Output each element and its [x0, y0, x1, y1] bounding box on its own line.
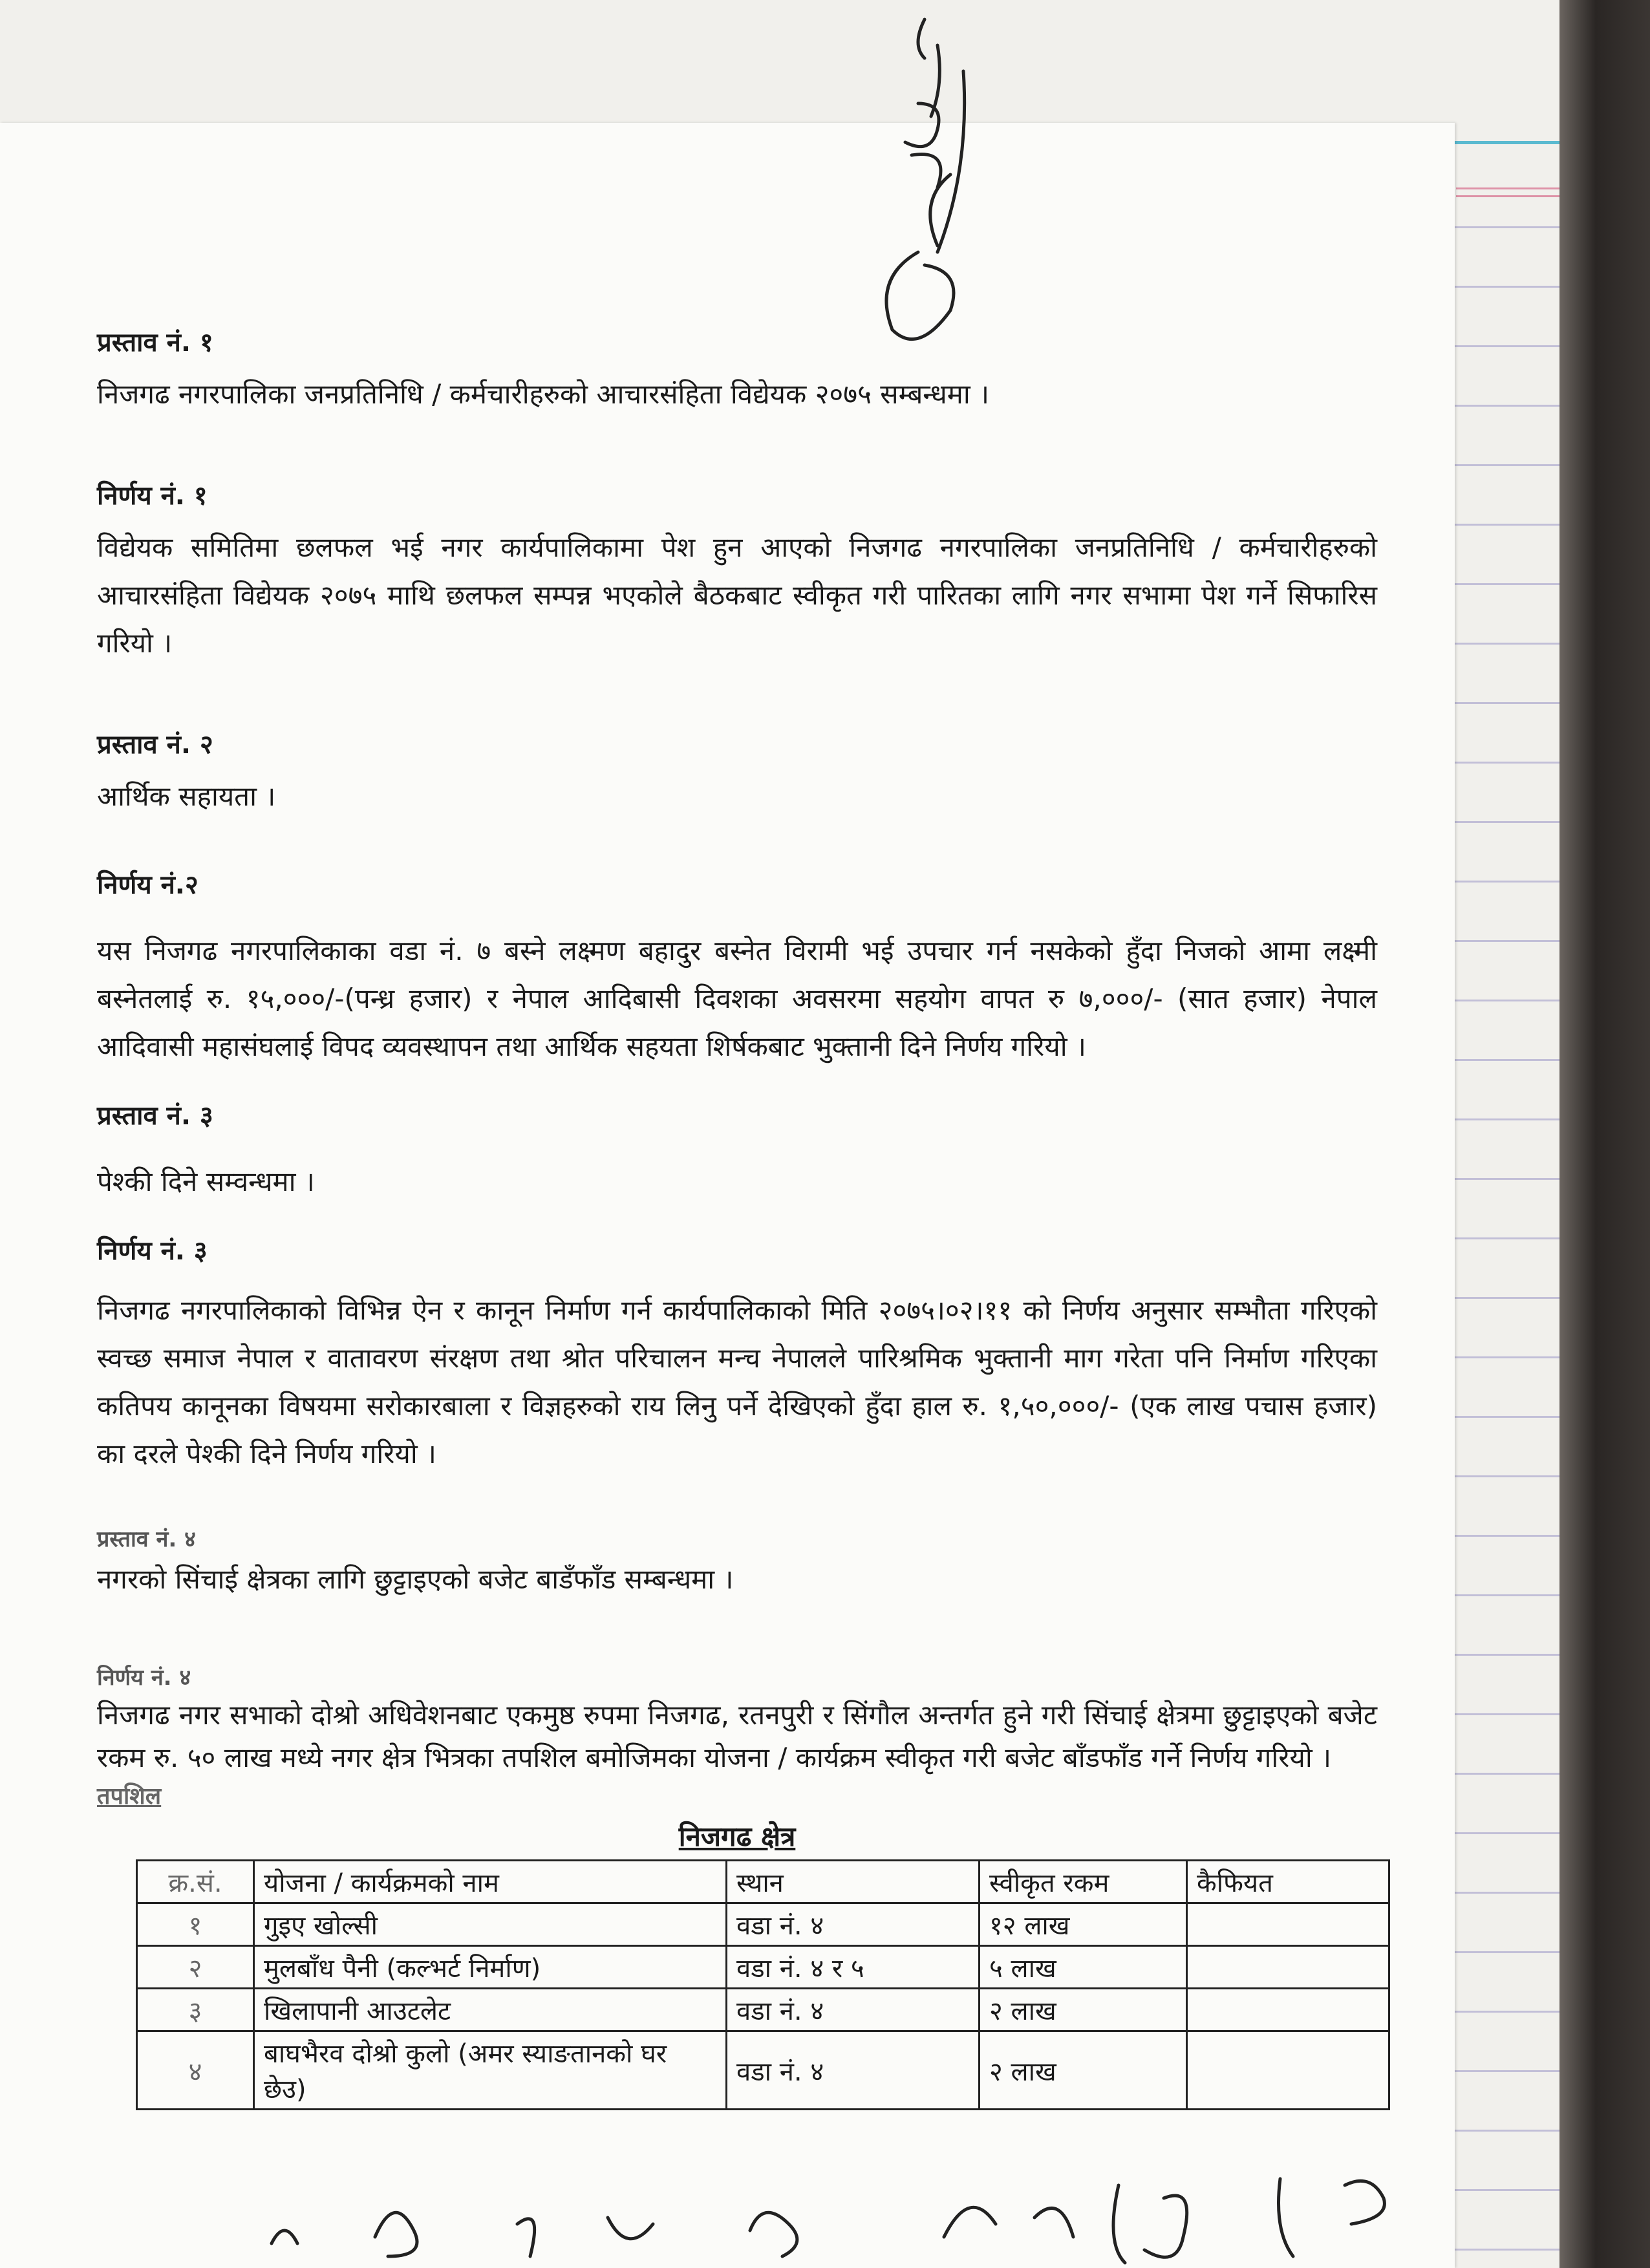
- ledger-rule-right: [1450, 1475, 1559, 1477]
- ledger-rule-right: [1450, 1594, 1559, 1596]
- cell-project-name: खिलापानी आउटलेट: [254, 1989, 727, 2031]
- ledger-rule-right: [1450, 1951, 1559, 1953]
- proposal-3-label: प्रस्ताव नं. ३: [97, 1101, 213, 1131]
- decision-1-text: विद्येयक समितिमा छलफल भई नगर कार्यपालिकामा पेश हुन आएको निजगढ नगरपालिका जनप्रतिनिधि / कर्मचारीहरुको आचारसंहिता विद्येयक २०७५ माथि छलफल सम्पन्न भएकोले बैठकबाट स्वीकृत गरी पारितका लागि नगर सभामा पेश गर्ने सिफारिस गरियो ।: [97, 531, 1377, 659]
- proposal-3-text: पेश्की दिने सम्वन्धमा ।: [97, 1166, 315, 1197]
- header-approved-amount: स्वीकृत रकम: [980, 1861, 1187, 1903]
- ledger-rule-right: [1450, 524, 1559, 526]
- cell-location: वडा नं. ४: [727, 2031, 980, 2110]
- proposal-4: [97, 1523, 1377, 1603]
- cell-project-name: गुइए खोल्सी: [254, 1903, 727, 1946]
- cell-remarks: [1187, 1989, 1389, 2031]
- header-remarks: कैफियत: [1187, 1861, 1389, 1903]
- cell-location: वडा नं. ४: [727, 1903, 980, 1946]
- handwritten-signature-mark: [841, 6, 1022, 343]
- decision-2: [97, 866, 1377, 1071]
- tapsil-label: तपशिल: [97, 1783, 162, 1810]
- cell-location: वडा नं. ४ र ५: [727, 1946, 980, 1989]
- header-location: स्थान: [727, 1861, 980, 1903]
- ledger-rule-right: [1450, 1178, 1559, 1180]
- proposal-1-text: निजगढ नगरपालिका जनप्रतिनिधि / कर्मचारीहरुको आचारसंहिता विद्येयक २०७५ सम्बन्धमा ।: [97, 378, 990, 410]
- header-serial: क्र.सं.: [137, 1861, 254, 1903]
- proposal-1-label: प्रस्ताव नं. १: [97, 328, 213, 358]
- decision-3-label: निर्णय नं. ३: [97, 1236, 208, 1266]
- ledger-rule-right: [1450, 1297, 1559, 1299]
- proposal-4-text: नगरको सिंचाई क्षेत्रका लागि छुट्टाइएको बजेट बाडँफाँड सम्बन्धमा ।: [97, 1563, 734, 1595]
- ledger-rule-right: [1450, 2011, 1559, 2013]
- cell-amount: २ लाख: [980, 2031, 1187, 2110]
- cell-remarks: [1187, 1946, 1389, 1989]
- ledger-rule-right: [1450, 464, 1559, 466]
- cell-serial: ३: [137, 1989, 254, 2031]
- ledger-rule-right: [1450, 1892, 1559, 1894]
- binding-spine: [1559, 0, 1650, 2268]
- ledger-rule-right: [1450, 345, 1559, 347]
- header-project-name: योजना / कार्यक्रमको नाम: [254, 1861, 727, 1903]
- cell-serial: १: [137, 1903, 254, 1946]
- proposal-2-label: प्रस्ताव नं. २: [97, 730, 213, 760]
- decision-2-label: निर्णय नं.२: [97, 870, 198, 900]
- proposal-2: [97, 725, 1377, 820]
- cell-amount: १२ लाख: [980, 1903, 1187, 1946]
- cell-location: वडा नं. ४: [727, 1989, 980, 2031]
- table-row: [137, 1946, 1389, 1989]
- ledger-rule-right: [1450, 2070, 1559, 2072]
- cell-serial: २: [137, 1946, 254, 1989]
- cell-amount: ५ लाख: [980, 1946, 1187, 1989]
- ledger-rule-right: [1450, 821, 1559, 823]
- budget-allocation-table: [136, 1859, 1390, 2110]
- decision-1-label: निर्णय नं. १: [97, 481, 208, 511]
- table-row: [137, 1989, 1389, 2031]
- table-row: [137, 2031, 1389, 2110]
- decision-4-label: निर्णय नं. ४: [97, 1665, 191, 1691]
- decision-2-text: यस निजगढ नगरपालिकाका वडा नं. ७ बस्ने लक्ष्मण बहादुर बस्नेत विरामी भई उपचार गर्न नसकेको हुँदा निजको आमा लक्ष्मी बस्नेतलाई रु. १५,०००/-(पन्ध्र हजार) र नेपाल आदिबासी दिवशका अवसरमा सहयोग वापत रु ७,०००/- (सात हजार) नेपाल आदिवासी महासंघलाई विपद व्यवस्थापन तथा आर्थिक सहयता शिर्षकबाट भुक्तानी दिने निर्णय गरियो ।: [97, 935, 1377, 1062]
- ledger-rule-right: [1450, 1416, 1559, 1418]
- ledger-rule-right: [1450, 940, 1559, 942]
- document-sheet: [0, 123, 1455, 2268]
- ledger-rule-right: [1450, 1237, 1559, 1239]
- cell-amount: २ लाख: [980, 1989, 1187, 2031]
- ledger-rule-right: [1450, 583, 1559, 585]
- cell-project-name: बाघभैरव दोश्रो कुलो (अमर स्याङतानको घर छेउ): [254, 2031, 727, 2110]
- ledger-rule-right: [1450, 405, 1559, 407]
- ledger-rule-right: [1450, 2189, 1559, 2191]
- proposal-4-label: प्रस्ताव नं. ४: [97, 1526, 196, 1552]
- ledger-rule-right: [1450, 1118, 1559, 1120]
- ledger-rule-right: [1450, 881, 1559, 883]
- cell-project-name: मुलबाँध पैनी (कल्भर्ट निर्माण): [254, 1946, 727, 1989]
- ledger-rule-right: [1450, 1832, 1559, 1834]
- decision-4-text: निजगढ नगर सभाको दोश्रो अधिवेशनबाट एकमुष्ठ रुपमा निजगढ, रतनपुरी र सिंगौल अन्तर्गत हुने गरी सिंचाई क्षेत्रमा छुट्टाइएको बजेट रकम रु. ५० लाख मध्ये नगर क्षेत्र भित्रका तपशिल बमोजिमका योजना / कार्यक्रम स्वीकृत गरी बजेट बाँडफाँड गर्ने निर्णय गरियो ।: [97, 1699, 1377, 1773]
- ledger-rule-right: [1450, 1773, 1559, 1775]
- ledger-rule-right: [1450, 1356, 1559, 1358]
- ledger-rule-right: [1450, 1059, 1559, 1061]
- proposal-3: [97, 1097, 1377, 1206]
- decision-1: [97, 476, 1377, 667]
- ledger-rule-right: [1450, 1000, 1559, 1001]
- ledger-rule-right: [1450, 286, 1559, 288]
- ledger-rule-right: [1450, 762, 1559, 764]
- ledger-rule-right: [1450, 702, 1559, 704]
- ledger-rule-right: [1450, 1535, 1559, 1537]
- ledger-rule-right: [1450, 1654, 1559, 1656]
- bottom-signatures: [246, 2159, 1442, 2268]
- table-row: [137, 1903, 1389, 1946]
- ledger-rule-right: [1450, 226, 1559, 228]
- decision-3: [97, 1232, 1377, 1478]
- cell-remarks: [1187, 2031, 1389, 2110]
- decision-4: [97, 1662, 1377, 1779]
- proposal-1: [97, 323, 1377, 418]
- table-header-row: [137, 1861, 1389, 1903]
- ledger-rule-right: [1450, 2249, 1559, 2251]
- ledger-rule-right: [1450, 643, 1559, 645]
- table-title: निजगढ क्षेत्र: [678, 1821, 796, 1852]
- decision-3-text: निजगढ नगरपालिकाको विभिन्न ऐन र कानून निर्माण गर्न कार्यपालिकाको मिति २०७५।०२।११ को निर्णय अनुसार सम्भौता गरिएको स्वच्छ समाज नेपाल र वातावरण संरक्षण तथा श्रोत परिचालन मन्च नेपालले पारिश्रमिक भुक्तानी माग गरेता पनि निर्माण गरिएका कतिपय कानूनका विषयमा सरोकारबाला र विज्ञहरुको राय लिनु पर्ने देखिएको हुँदा हाल रु. १,५०,०००/- (एक लाख पचास हजार) का दरले पेश्की दिने निर्णय गरियो ।: [97, 1294, 1377, 1470]
- document-body: [97, 323, 1377, 2110]
- ledger-rule-right: [1450, 1713, 1559, 1715]
- cell-serial: ४: [137, 2031, 254, 2110]
- cell-remarks: [1187, 1903, 1389, 1946]
- proposal-2-text: आर्थिक सहायता ।: [97, 780, 276, 812]
- ledger-rule-right: [1450, 2130, 1559, 2132]
